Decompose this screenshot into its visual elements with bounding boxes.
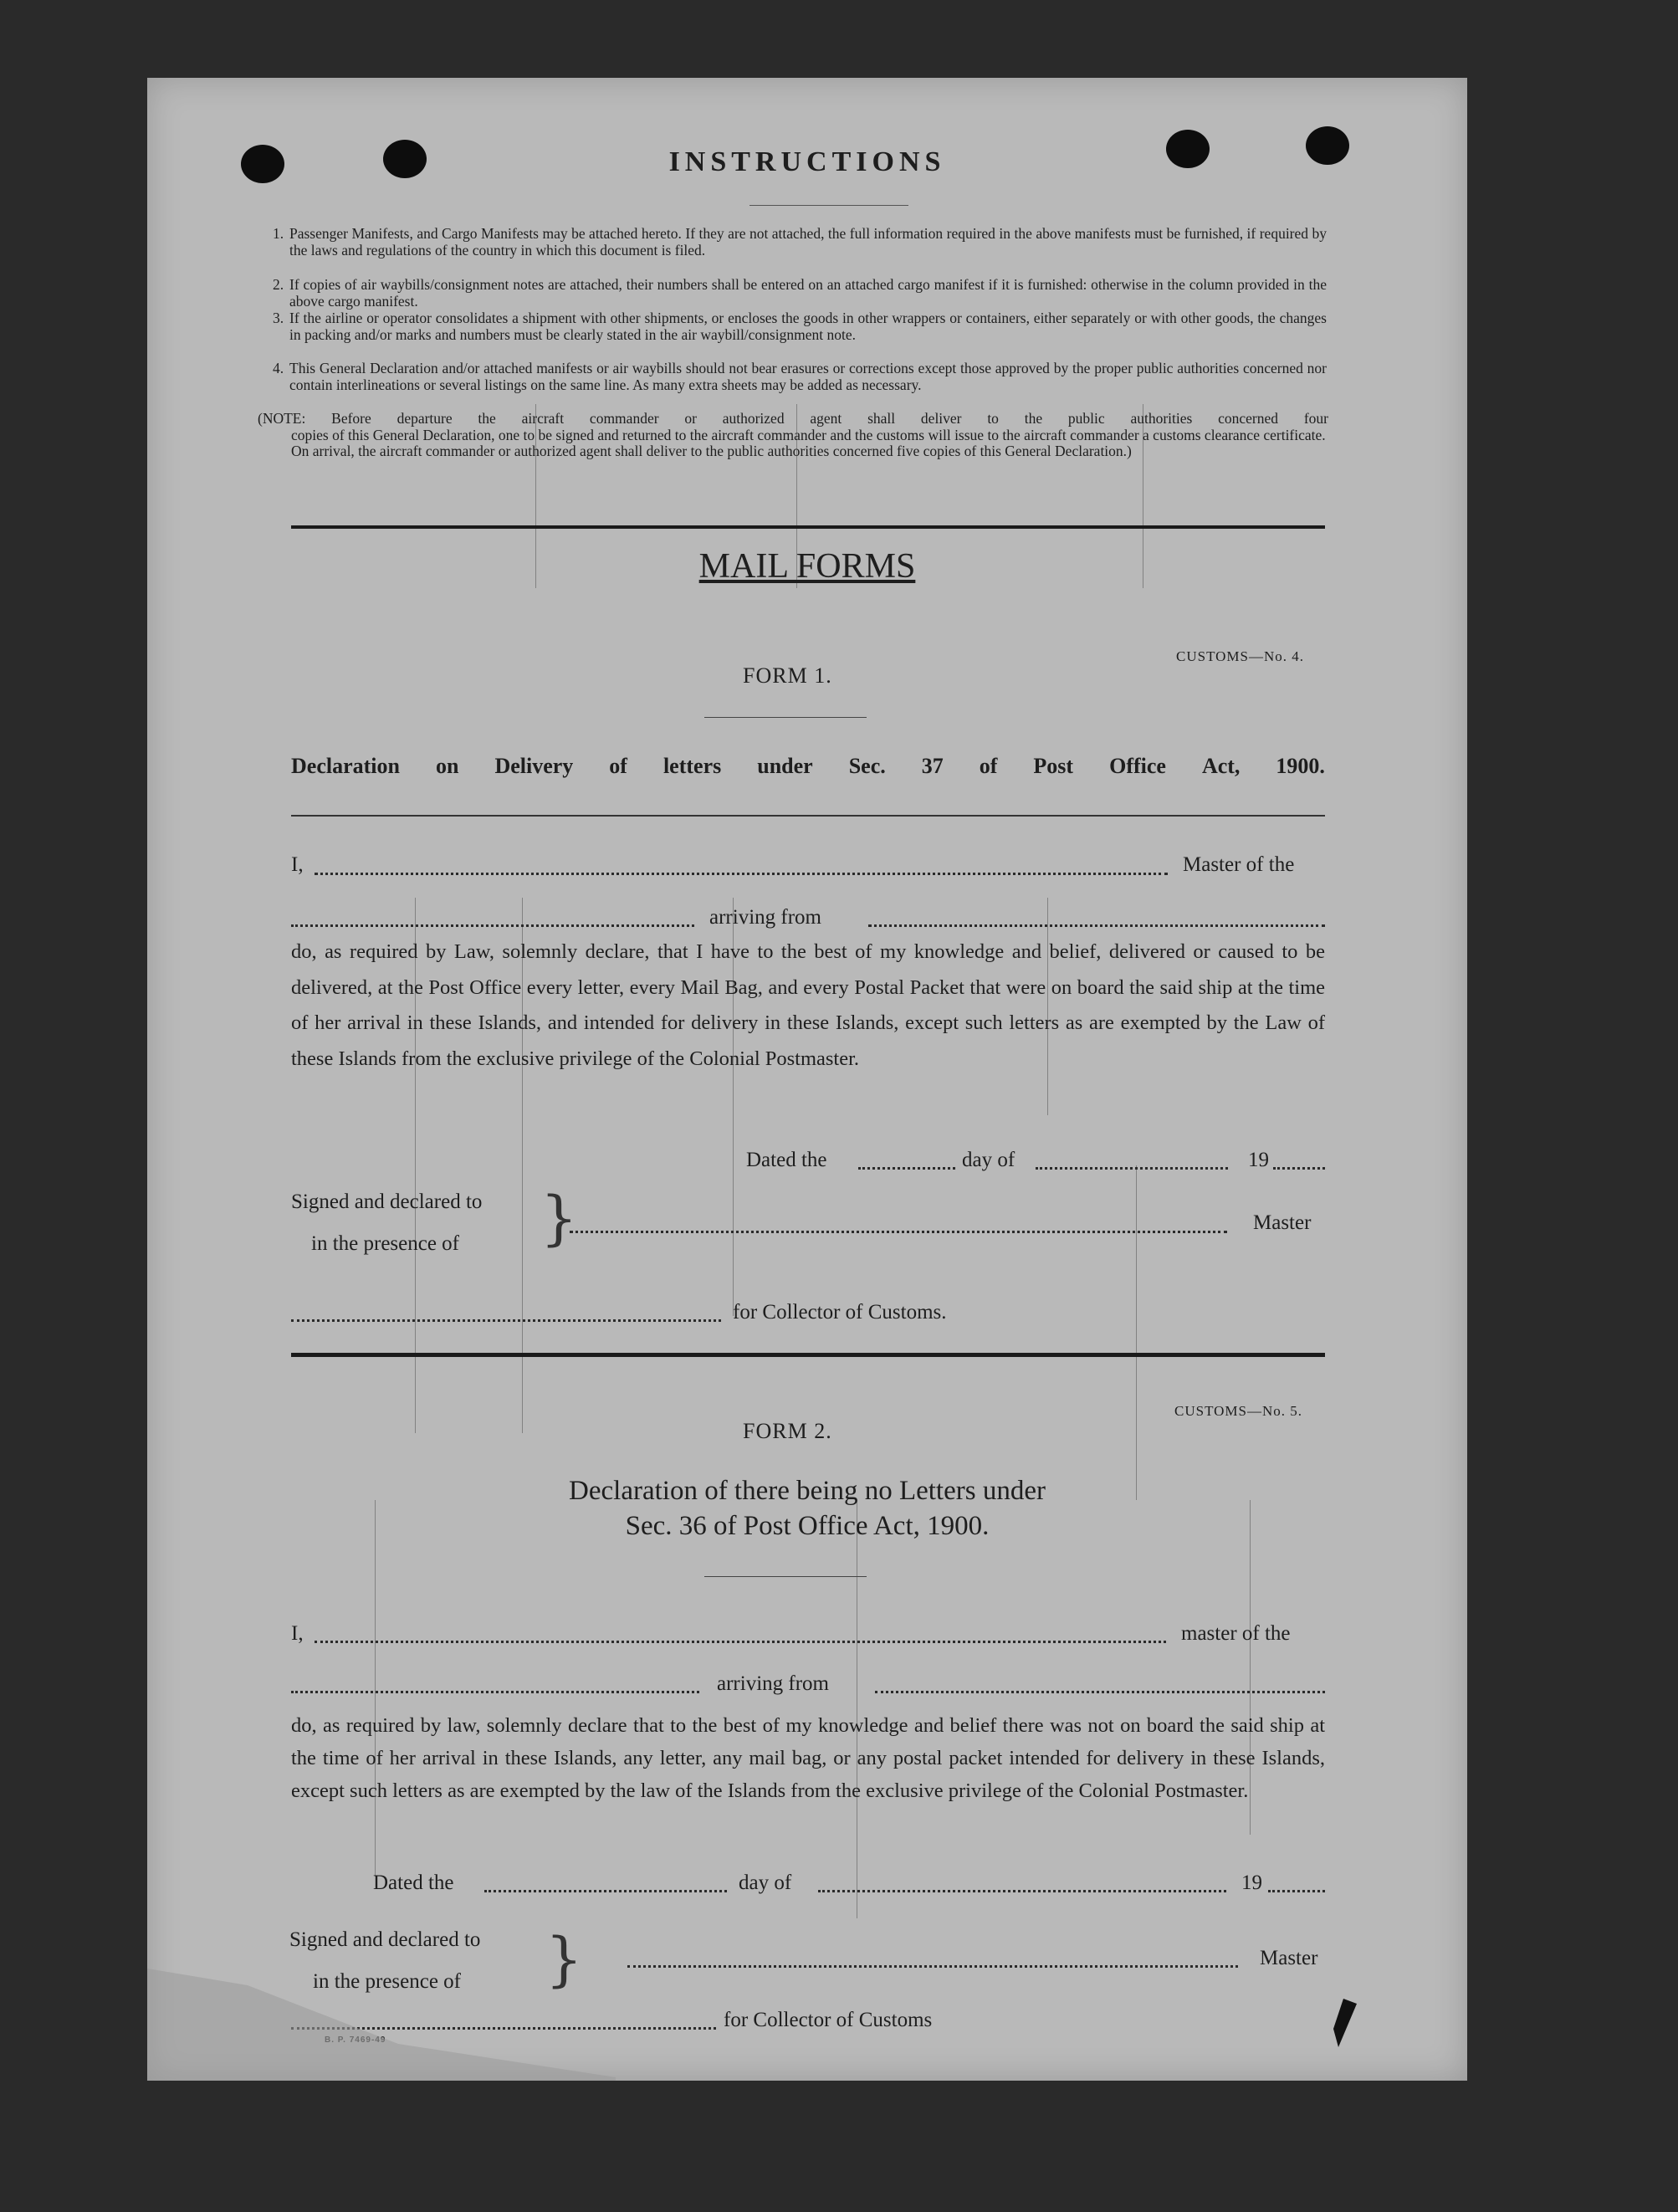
- form1-master-of-the: Master of the: [1183, 853, 1295, 876]
- heading-word: letters: [663, 754, 722, 778]
- heading-word: Declaration: [291, 754, 400, 778]
- form2-dated-the: Dated the: [373, 1871, 454, 1894]
- form1-declaration-heading: [291, 754, 1325, 779]
- form2-origin-field[interactable]: [875, 1691, 1325, 1693]
- form1-heading-rule: [291, 815, 1325, 817]
- heading-word: 37: [921, 754, 944, 778]
- instruction-number: 3.: [273, 310, 284, 326]
- instruction-text: If the airline or operator consolidates a shipment with other shipments, or encloses the goods in other wrappers or containers, either separately or with other goods, the changes in packing and/or marks and numbers must be clearly stated in the air waybill/consignment note.: [289, 310, 1327, 343]
- form1-signed-declared: Signed and declared to: [291, 1190, 483, 1213]
- form1-vessel-field[interactable]: [291, 924, 694, 927]
- instruction-note: [258, 411, 1328, 460]
- note-arrival: On arrival, the aircraft commander or authorized agent shall deliver to the public authorities concerned five copies of this General Declaration.): [291, 443, 1132, 459]
- heading-word: Sec.: [848, 754, 886, 778]
- form1-dated-the: Dated the: [746, 1149, 827, 1171]
- form2-master-of-the: master of the: [1181, 1622, 1291, 1645]
- form1-i-label: I,: [291, 853, 304, 876]
- form2-title-rule: [704, 1576, 867, 1577]
- form1-month-field[interactable]: [1036, 1167, 1228, 1170]
- form1-collector-signature-field[interactable]: [291, 1319, 721, 1322]
- form-divider: [291, 1353, 1325, 1357]
- form2-year-field[interactable]: [1268, 1890, 1325, 1892]
- form2-signed-declared: Signed and declared to: [289, 1928, 481, 1951]
- instruction-item-1: [273, 225, 1327, 259]
- form1-customs-ref: CUSTOMS—No. 4.: [1176, 648, 1305, 664]
- form2-arriving-from: arriving from: [717, 1672, 829, 1695]
- form1-date-field[interactable]: [858, 1167, 955, 1170]
- instruction-item-4: [273, 360, 1327, 393]
- form1-collector-label: for Collector of Customs.: [733, 1301, 947, 1324]
- form1-brace-icon: }: [540, 1184, 578, 1252]
- form2-title: FORM 2.: [743, 1419, 832, 1443]
- form2-heading: [147, 1473, 1467, 1544]
- instructions-title: INSTRUCTIONS: [668, 146, 946, 177]
- heading-word: of: [609, 754, 627, 778]
- form1-title: FORM 1.: [743, 663, 832, 688]
- form2-vessel-field[interactable]: [291, 1691, 699, 1693]
- form2-i-label: I,: [291, 1622, 304, 1645]
- form2-master-signature-field[interactable]: [627, 1965, 1238, 1968]
- form2-heading-line1: Declaration of there being no Letters under: [569, 1476, 1046, 1506]
- instruction-number: 4.: [273, 360, 284, 376]
- heading-word: Delivery: [494, 754, 574, 778]
- heading-word: Act,: [1201, 754, 1241, 778]
- form1-master-label: Master: [1253, 1211, 1312, 1234]
- instruction-number: 1.: [273, 225, 284, 242]
- form2-heading-line2: Sec. 36 of Post Office Act, 1900.: [625, 1511, 990, 1541]
- heading-word: on: [435, 754, 459, 778]
- heading-word: 1900.: [1276, 754, 1325, 778]
- form2-customs-ref: CUSTOMS—No. 5.: [1174, 1403, 1303, 1419]
- form1-presence-of: in the presence of: [311, 1232, 460, 1255]
- heading-word: Office: [1109, 754, 1166, 778]
- form2-date-field[interactable]: [484, 1890, 727, 1892]
- form2-master-label: Master: [1260, 1947, 1318, 1969]
- mail-forms-title: MAIL FORMS: [698, 547, 916, 586]
- instruction-item-2: [273, 276, 1327, 310]
- title-underline: [749, 205, 908, 206]
- form2-ship-name-field[interactable]: [315, 1641, 1166, 1643]
- torn-corner-icon: [147, 1952, 616, 2081]
- note-first-line: (NOTE: Before departure the aircraft commander or authorized agent shall deliver to the public authorities concerned four: [258, 410, 1328, 427]
- section-divider: [291, 525, 1325, 529]
- form1-arriving-from: arriving from: [709, 906, 821, 929]
- show-through-line: [1136, 1165, 1137, 1500]
- document-page: [147, 78, 1467, 2081]
- form1-origin-field[interactable]: [868, 924, 1325, 927]
- form2-year-prefix: 19: [1241, 1871, 1262, 1894]
- heading-word: Post: [1033, 754, 1074, 778]
- form1-declaration-paragraph: do, as required by Law, solemnly declare, that I have to the best of my knowledge and belief, delivered or caused to be delivered, at the Post Office every letter, every Mail Bag, and every Postal Packet that were on board the said ship at the time of her arrival in these Islands, and intended for delivery in these Islands, except such letters as are exempted by the Law of these Islands from the exclusive privilege of the Colonial Postmaster.: [291, 940, 1325, 1070]
- form2-declaration-paragraph: do, as required by law, solemnly declare that to the best of my knowledge and belief there was not on board the said ship at the time of her arrival in these Islands, any letter, any mail bag, or any postal packet intended for delivery in these Islands, except such letters as are exempted by the law of the Islands from the exclusive privilege of the Colonial Postmaster.: [291, 1714, 1325, 1802]
- instruction-text: Passenger Manifests, and Cargo Manifests may be attached hereto. If they are not attached, the full information required in the above manifests must be furnished, if required by the laws and regulations of the country in which this document is filed.: [289, 225, 1327, 259]
- form1-title-rule: [704, 717, 867, 718]
- form1-day-of: day of: [962, 1149, 1015, 1171]
- form2-presence-of: in the presence of: [313, 1970, 462, 1993]
- form1-master-signature-field[interactable]: [570, 1231, 1227, 1233]
- instruction-item-3: [273, 310, 1327, 343]
- instruction-text: If copies of air waybills/consignment notes are attached, their numbers shall be entered on an attached cargo manifest if it is furnished: otherwise in the column provided in the above cargo manifest.: [289, 276, 1327, 310]
- ink-mark-icon: [1327, 1999, 1360, 2049]
- instruction-text: This General Declaration and/or attached manifests or air waybills should not bear erasures or corrections except those approved by the proper public authorities concerned nor contain interlineations or several listings on the same line. As many extra sheets may be added as necessary.: [289, 360, 1327, 393]
- heading-word: of: [979, 754, 998, 778]
- form1-year-field[interactable]: [1273, 1167, 1325, 1170]
- instruction-number: 2.: [273, 276, 284, 293]
- form2-day-of: day of: [739, 1871, 792, 1894]
- form1-year-prefix: 19: [1248, 1149, 1269, 1171]
- form2-brace-icon: }: [545, 1925, 583, 1994]
- form1-ship-name-field[interactable]: [315, 873, 1168, 875]
- form2-month-field[interactable]: [818, 1890, 1226, 1892]
- form2-collector-label: for Collector of Customs: [724, 2009, 933, 2031]
- heading-word: under: [757, 754, 813, 778]
- note-copies: copies of this General Declaration, one to be signed and returned to the aircraft commander and the customs will issue to the aircraft commander a customs clearance certificate.: [291, 426, 1326, 443]
